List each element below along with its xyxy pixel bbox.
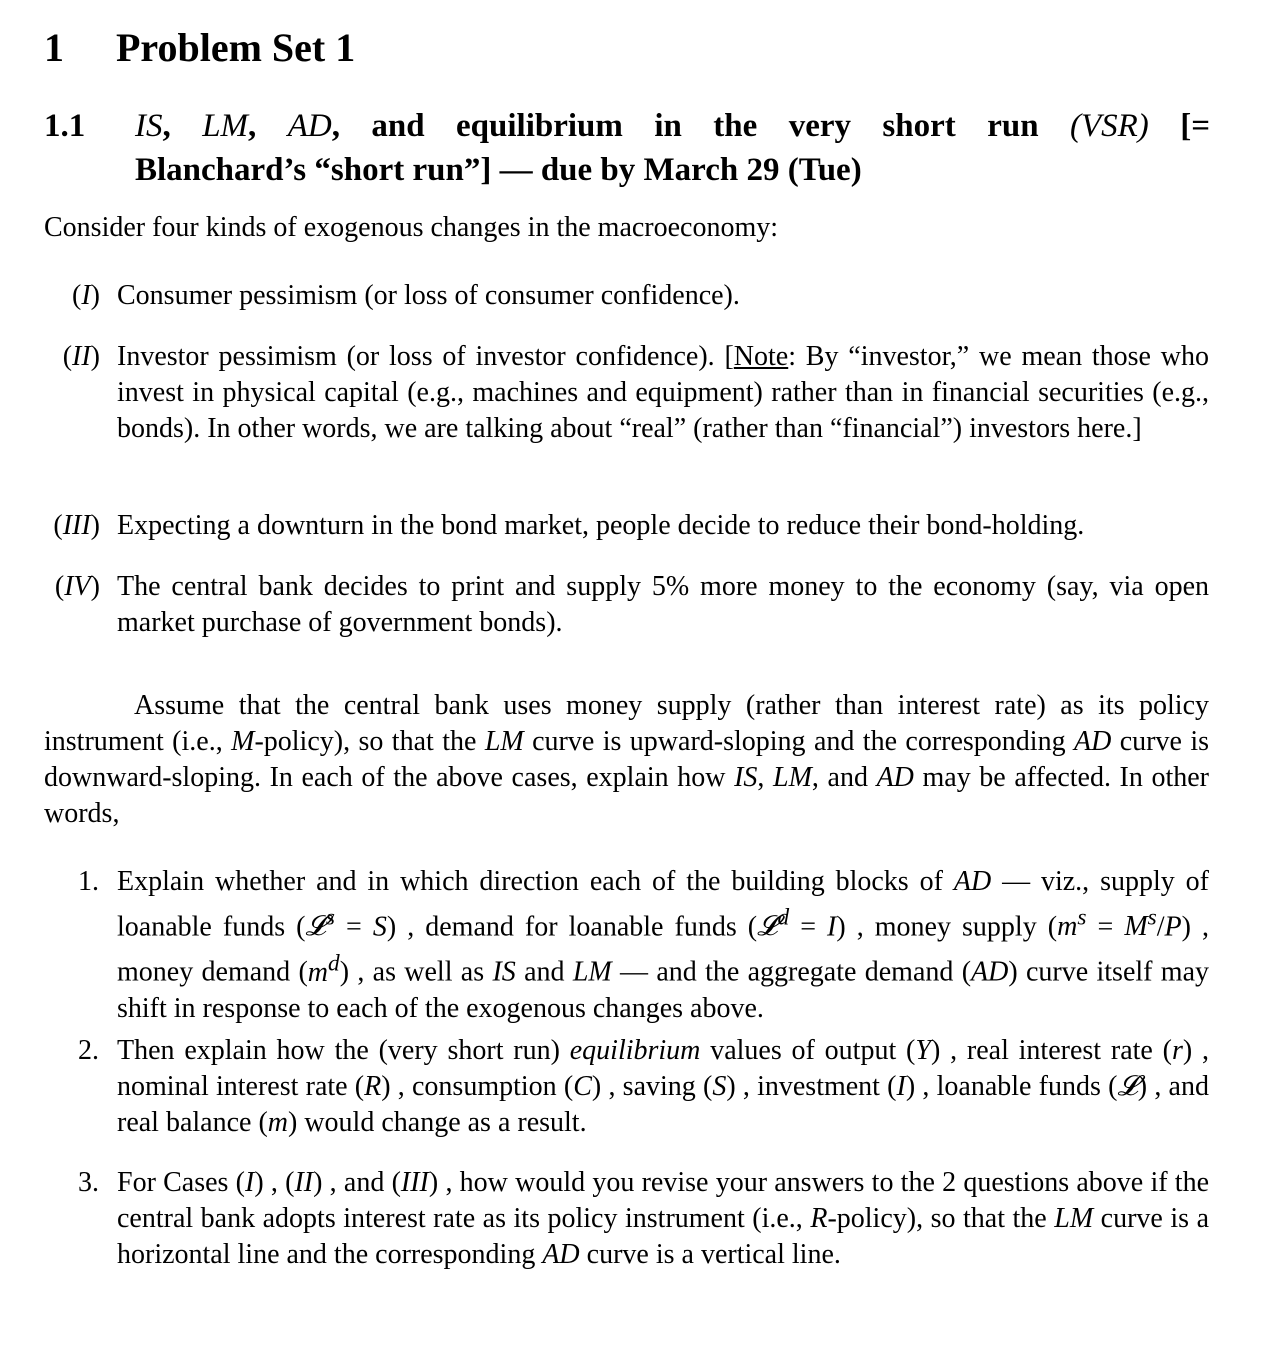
- section-number: 1: [44, 25, 64, 70]
- case-text: Investor pessimism (or loss of investor confidence). [Note: By “investor,” we mean those who invest in physical capital (e.g., machines and equipment) rather than in financial securities (e.g., bonds). In other words, we are talking about “real” (rather than “financial”) investors here.]: [117, 341, 1209, 444]
- question-number: 2.: [78, 1035, 99, 1066]
- case-label: (II): [62, 341, 100, 372]
- case-text: Expecting a downturn in the bond market, people decide to reduce their bond-holding.: [117, 510, 1085, 541]
- subsection-title-line1: IS, LM, AD, and equilibrium in the very short run (VSR) [=: [135, 108, 1211, 144]
- question-text: Then explain how the (very short run) equilibrium values of output (Y) , real interest rate (r) , nominal interest rate (R) , consumption (C) , saving (S) , investment (I) , loanable funds (𝓛) , and real balance (m) would change as a result.: [117, 1035, 1210, 1138]
- subsection-title-line2: Blanchard’s “short run”] — due by March 29 (Tue): [135, 152, 862, 188]
- assumption-paragraph: Assume that the central bank uses money supply (rather than interest rate) as its policy instrument (i.e., M-policy), so that the LM curve is upward-sloping and the corresponding AD curve is downward-sloping. In each of the above cases, explain how IS, LM, and AD may be affected. In other words,: [44, 690, 1210, 829]
- case-text: Consumer pessimism (or loss of consumer confidence).: [117, 280, 740, 311]
- question-text: Explain whether and in which direction each of the building blocks of AD — viz., supply of loanable funds (𝓛$^s$ = S) , demand for loanable funds (𝓛$^d$ = I) , money supply $(m^s = M^s/P)$ , money demand $(m^d)$ , as well as IS and LM — and the aggregate demand (AD) curve itself may shift in response to each of the exogenous changes above.: [117, 866, 1209, 1024]
- case-label: (IV): [54, 571, 100, 602]
- section-heading: [44, 24, 355, 71]
- intro-text: Consider four kinds of exogenous changes in the macroeconomy:: [44, 212, 779, 243]
- question-text: For Cases (I) , (II) , and (III) , how would you revise your answers to the 2 questions above if the central bank adopts interest rate as its policy instrument (i.e., R-policy), so that the LM curve is a horizontal line and the corresponding AD curve is a vertical line.: [117, 1167, 1210, 1270]
- question-number: 1.: [78, 866, 99, 897]
- case-label: (III): [53, 510, 100, 541]
- question-number: 3.: [78, 1167, 99, 1198]
- case-text: The central bank decides to print and supply 5% more money to the economy (say, via open market purchase of government bonds).: [117, 571, 1209, 638]
- section-title: Problem Set 1: [116, 25, 356, 70]
- case-label: (I): [72, 280, 100, 311]
- subsection-number: 1.1: [44, 108, 86, 144]
